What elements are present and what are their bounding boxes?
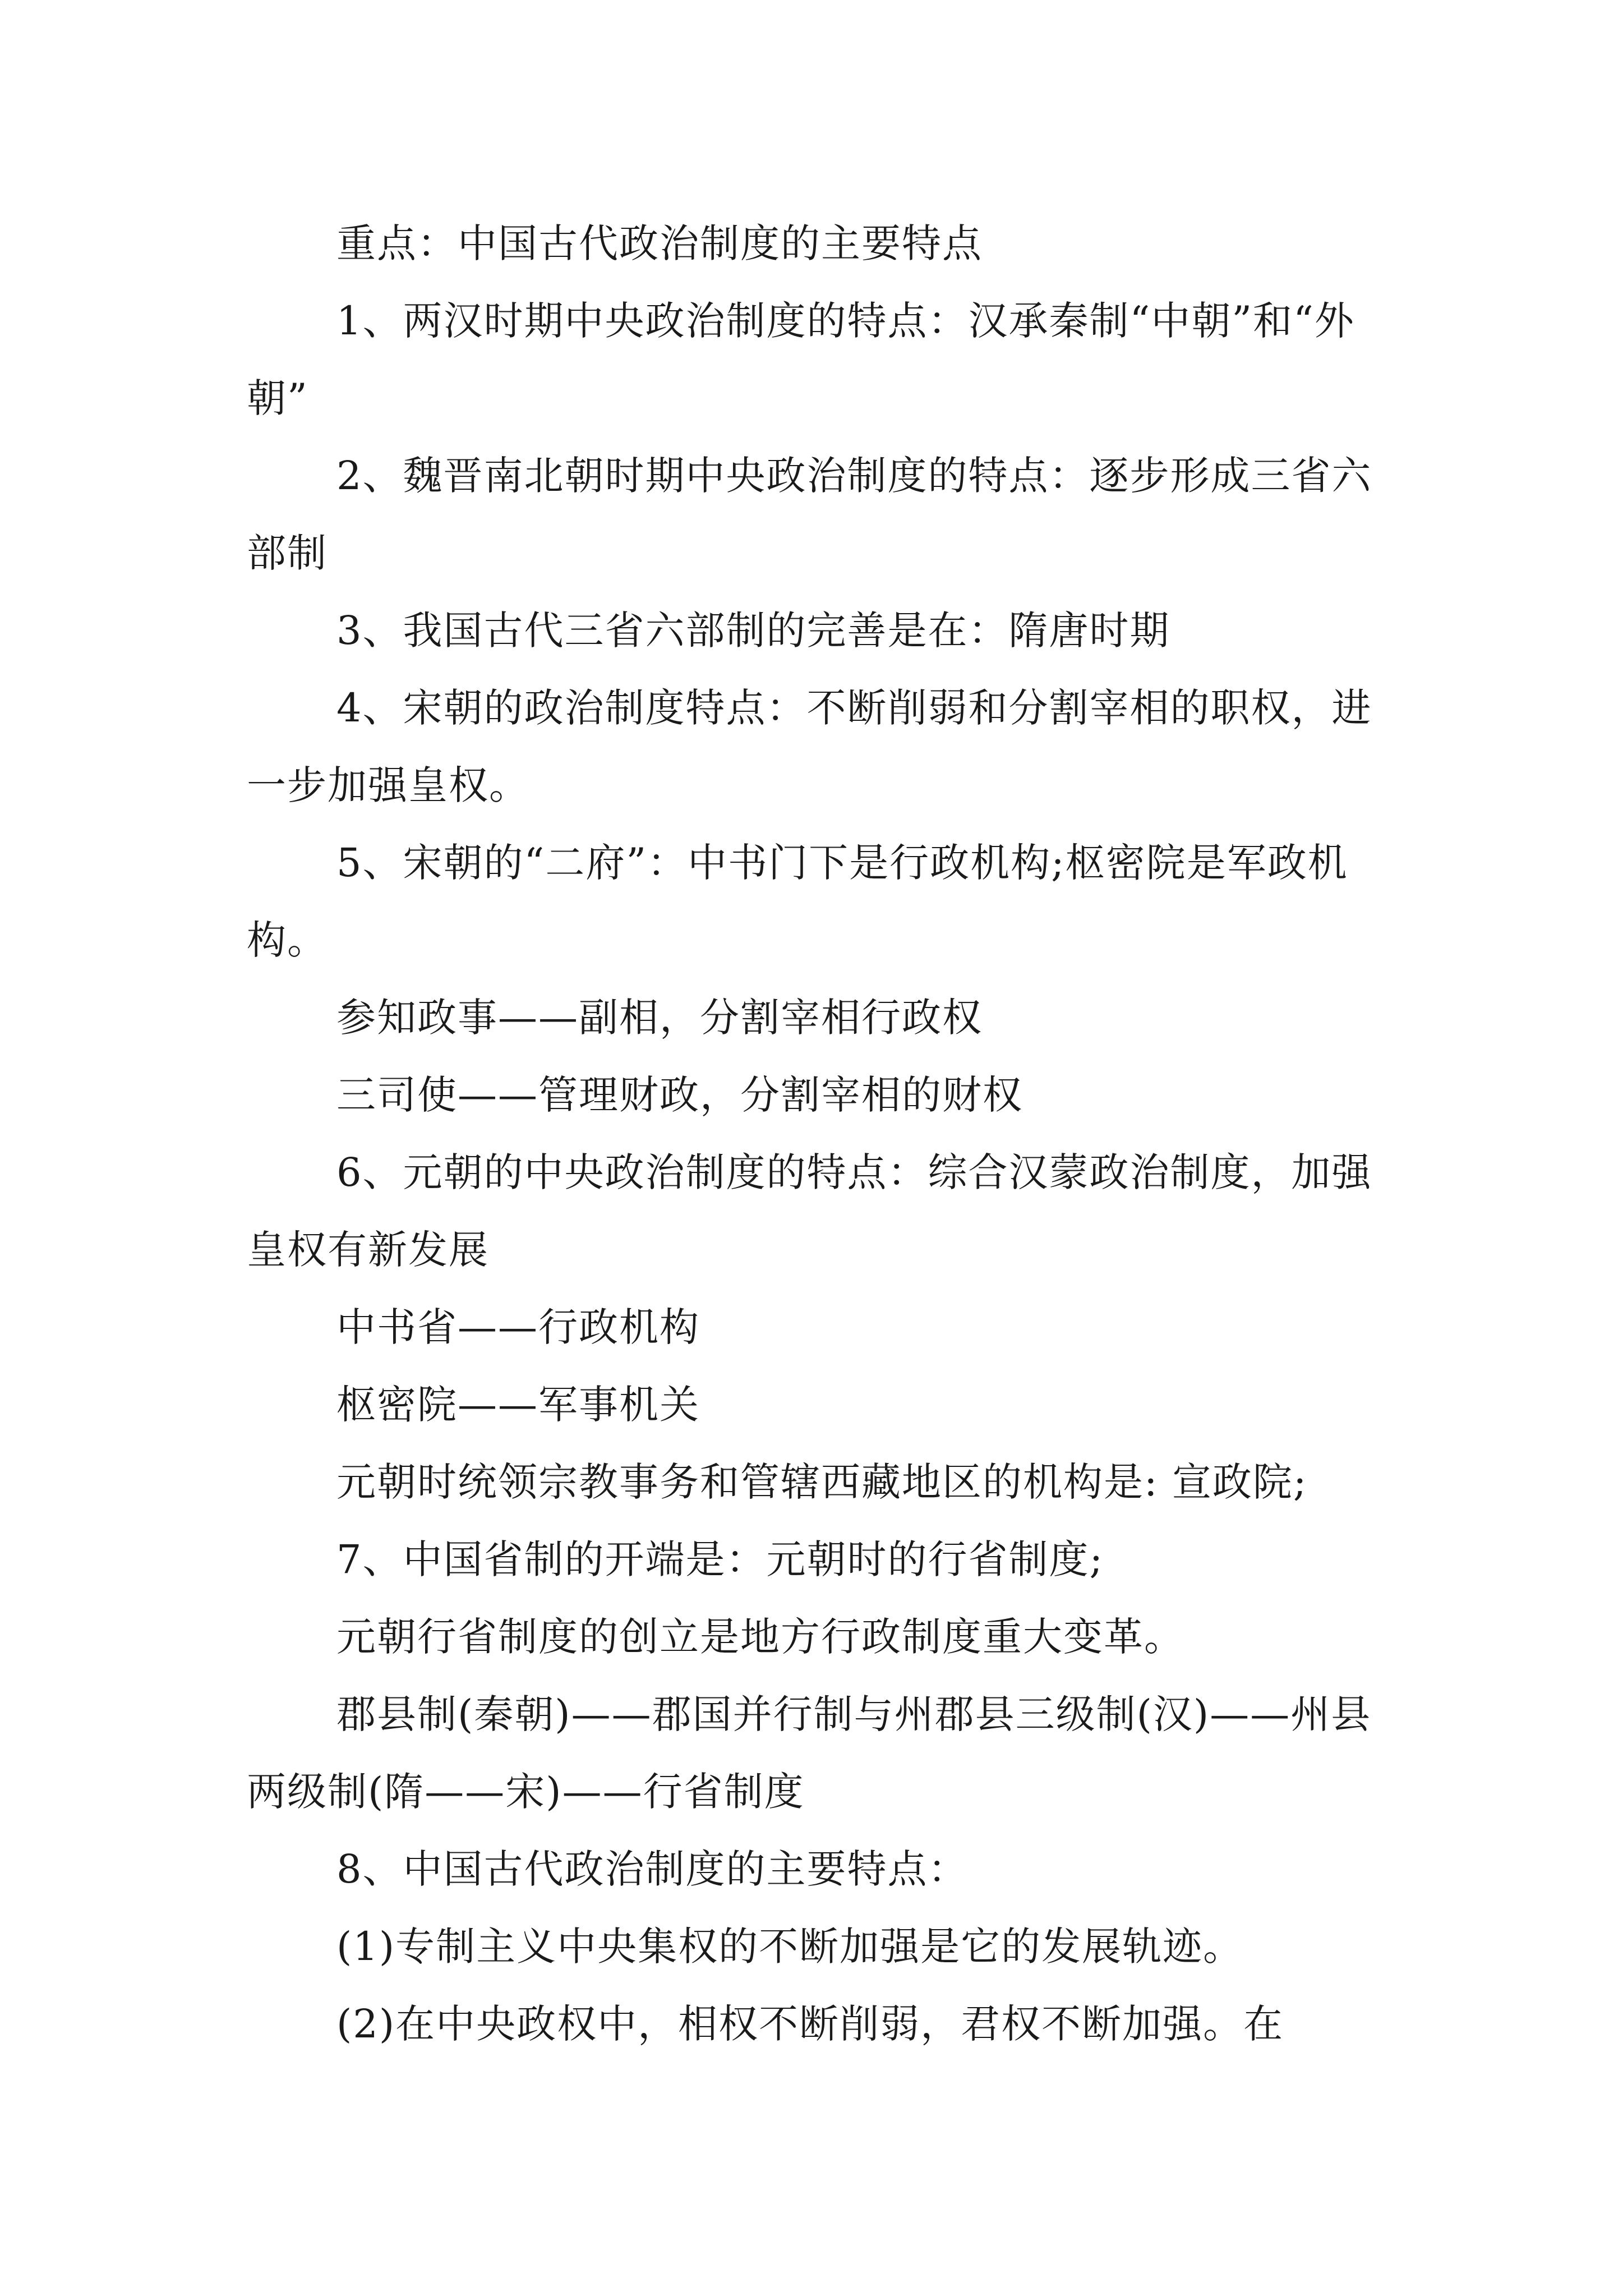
paragraph-sub-sansi: 三司使——管理财政，分割宰相的财权 [336,1072,1023,1118]
paragraph-heading: 重点：中国古代政治制度的主要特点 [336,220,983,266]
paragraph-item-2: 2、魏晋南北朝时期中央政治制度的特点：逐步形成三省六部制 [247,453,1372,576]
paragraph-sub-zhongshu: 中书省——行政机构 [336,1304,700,1350]
paragraph-sub-xuanzheng: 元朝时统领宗教事务和管辖西藏地区的机构是: 宣政院; [336,1459,1308,1505]
paragraph-sub-xingsheng: 元朝行省制度的创立是地方行政制度重大变革。 [336,1614,1184,1660]
paragraph-point-2: (2)在中央政权中，相权不断削弱，君权不断加强。在 [336,2001,1284,2047]
paragraph-point-1: (1)专制主义中央集权的不断加强是它的发展轨迹。 [336,1924,1244,1970]
paragraph-sub-canzhi: 参知政事——副相，分割宰相行政权 [336,995,983,1041]
paragraph-item-6: 6、元朝的中央政治制度的特点：综合汉蒙政治制度，加强皇权有新发展 [247,1149,1372,1273]
paragraph-item-8: 8、中国古代政治制度的主要特点： [336,1846,969,1892]
paragraph-sub-shumi: 枢密院——军事机关 [336,1382,700,1428]
paragraph-item-5: 5、宋朝的“二府”：中书门下是行政机构;枢密院是军政机构。 [247,840,1348,963]
paragraph-item-1: 1、两汉时期中央政治制度的特点：汉承秦制“中朝”和“外朝” [247,298,1355,421]
paragraph-item-7: 7、中国省制的开端是：元朝时的行省制度; [336,1536,1104,1582]
paragraph-sub-junxian: 郡县制(秦朝)——郡国并行制与州郡县三级制(汉)——州县两级制(隋——宋)——行省制度 [247,1691,1372,1815]
document-body [247,205,1402,2063]
paragraph-item-3: 3、我国古代三省六部制的完善是在：隋唐时期 [336,608,1170,654]
paragraph-item-4: 4、宋朝的政治制度特点：不断削弱和分割宰相的职权，进一步加强皇权。 [247,685,1372,808]
